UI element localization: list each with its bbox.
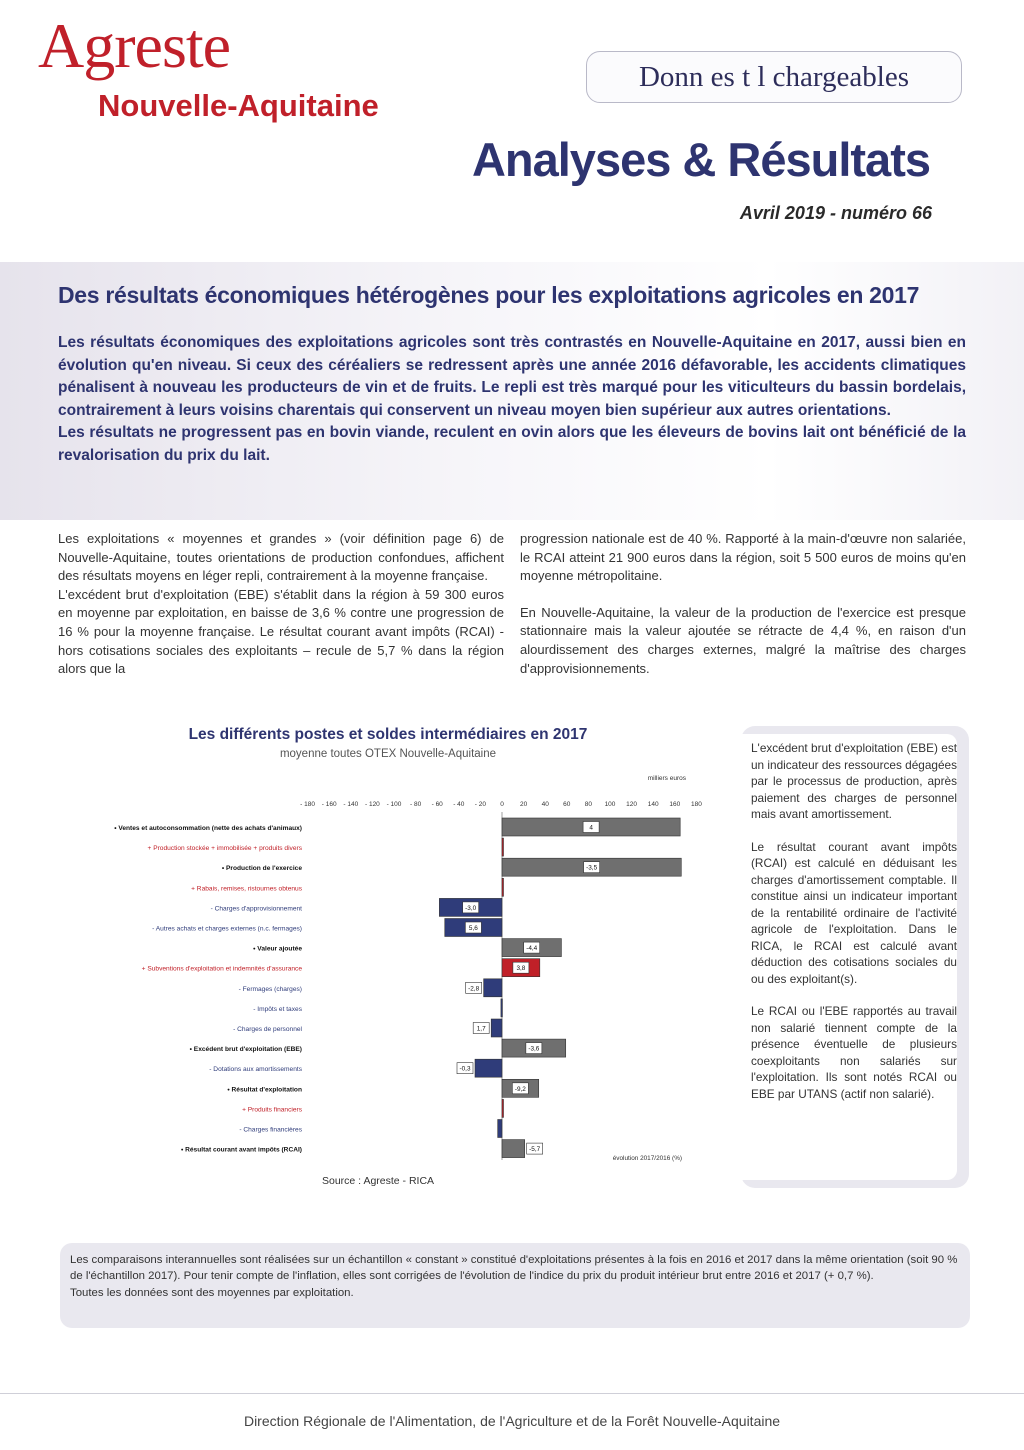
category-label: - Charges d'approvisionnement [210, 905, 302, 913]
category-label: + Rabais, remises, ristournes obtenus [191, 885, 302, 893]
x-tick-label: 0 [500, 801, 504, 808]
x-tick-label: - 40 [453, 801, 465, 808]
footer-divider [0, 1393, 1024, 1394]
evolution-label: 5,6 [468, 925, 478, 932]
page-title: Des résultats économiques hétérogènes pour les exploitations agricoles en 2017 [58, 282, 920, 308]
chart-subtitle: moyenne toutes OTEX Nouvelle-Aquitaine [279, 748, 497, 760]
note-paragraph: Les comparaisons interannuelles sont réalisées sur un échantillon « constant » constitué d'exploitations présentes à la fois en 2016 et 2017 dans la même orientation (soit 90 % de l'échantillon 2017). Pour tenir compte de l'inflation, elles sont corrigées de l'évolution de l'indice du prix du produit intérieur brut entre 2016 et 2017 (+ 0,7 %). [70, 1254, 958, 1283]
category-label: • Ventes et autoconsommation (nette des achats d'animaux) [114, 825, 302, 832]
x-tick-label: - 180 [300, 801, 316, 808]
category-label: • Valeur ajoutée [253, 945, 302, 953]
bar [502, 838, 504, 856]
lead-paragraph-2: Les résultats ne progressent pas en bovin viande, reculent en ovin alors que les éleveurs de bovins lait ont bénéficié de la revalorisation du prix du lait. [58, 424, 966, 464]
x-tick-label: - 160 [321, 801, 337, 808]
x-tick-label: 160 [669, 801, 681, 808]
category-label: + Produits financiers [242, 1106, 302, 1114]
evolution-label: -9,2 [514, 1085, 526, 1093]
x-tick-label: 40 [541, 801, 549, 808]
note-paragraph: Toutes les données sont des moyennes par exploitation. [70, 1286, 354, 1299]
issue-date: Avril 2019 - numéro 66 [739, 203, 932, 223]
downloadable-data-badge[interactable] [586, 51, 962, 103]
x-tick-label: - 60 [431, 801, 443, 808]
body-paragraph: En Nouvelle-Aquitaine, la valeur de la production de l'exercice est presque stationnaire mais la valeur ajoutée se rétracte de 4,4 %, en raison d'un alourdissement des charges externes, malgré la maîtrise des charges d'approvisionnements. [520, 604, 966, 676]
bar [501, 999, 503, 1017]
category-label: + Subventions d'exploitation et indemnités d'assurance [141, 965, 302, 973]
definitions-box [741, 726, 969, 1188]
evolution-label: 1,7 [476, 1025, 486, 1033]
evolution-label: -5,7 [529, 1146, 541, 1154]
bar [484, 979, 502, 997]
agreste-logo: Agreste [38, 10, 231, 81]
evolution-label: -2,8 [468, 985, 480, 993]
body-column-left [58, 530, 504, 697]
category-label: - Impôts et taxes [253, 1005, 302, 1013]
bar [475, 1059, 502, 1077]
body-paragraph: progression nationale est de 40 %. Rapporté à la main-d'œuvre non salariée, le RCAI atteint 21 900 euros dans la région, soit 5 500 euros de moins qu'en moyenne métropolitaine. [520, 531, 966, 584]
region-name: Nouvelle-Aquitaine [98, 88, 379, 123]
x-tick-label: 120 [626, 801, 638, 808]
body-paragraph: L'excédent brut d'exploitation (EBE) s'établit dans la région à 59 300 euros en moyenne par exploitation, en baisse de 3,6 % contre une progression de 16 % pour la moyenne française. Le résultat courant avant impôts (RCAI) - hors cotisations sociales des exploitants – recule de 5,7 % dans la région alors que la [58, 586, 504, 677]
definition-rcai: Le résultat courant avant impôts (RCAI) est calculé en déduisant les charges d'amortissement comptable. Il constitue ainsi un indicateur important de la rentabilité ordinaire de l'activité agricole de l'exploitation. Dans le RICA, le RCAI est calculé avant déduction des cotisations sociales du ou des exploitant(s). [751, 839, 957, 986]
x-tick-label: 60 [563, 801, 571, 808]
category-label: • Production de l'exercice [221, 865, 302, 873]
footer-organisation: Direction Régionale de l'Alimentation, de l'Agriculture et de la Forêt Nouvelle-Aquitaine [243, 1413, 781, 1429]
evolution-label: 3,8 [516, 965, 526, 973]
x-tick-label: 100 [604, 801, 616, 808]
chart-source: Source : Agreste - RICA [322, 1175, 435, 1187]
category-label: - Dotations aux amortissements [209, 1066, 302, 1074]
bar [491, 1019, 502, 1037]
bar [502, 1140, 525, 1158]
category-label: • Résultat courant avant impôts (RCAI) [180, 1146, 302, 1154]
evolution-label: -3,5 [586, 864, 598, 872]
category-label: - Autres achats et charges externes (n.c. fermages) [152, 925, 302, 933]
evolution-caption: évolution 2017/2016 (%) [612, 1155, 682, 1162]
badge-label: Donn es t l chargeables [638, 60, 910, 93]
waterfall-bar-chart [0, 760, 720, 1170]
category-label: • Résultat d'exploitation [227, 1086, 302, 1094]
x-tick-label: - 20 [474, 801, 487, 808]
x-tick-label: - 140 [343, 801, 359, 808]
x-tick-label: 20 [519, 801, 528, 808]
category-label: - Fermages (charges) [238, 985, 302, 993]
evolution-label: -3,0 [465, 904, 477, 912]
definition-ebe: L'excédent brut d'exploitation (EBE) est un indicateur des ressources dégagées par le processus de production, après paiement des charges de personnel mais avant amortissement. [751, 741, 957, 821]
bar [502, 878, 504, 896]
x-tick-label: - 120 [364, 801, 380, 808]
evolution-label: 4 [589, 824, 593, 832]
methodology-note [60, 1243, 970, 1328]
x-tick-label: 80 [584, 801, 593, 808]
series-title: Analyses & Résultats [471, 133, 930, 186]
body-paragraph: Les exploitations « moyennes et grandes » (voir définition page 6) de Nouvelle-Aquitaine, toutes orientations de production confondues, affichent des résultats moyens en léger repli, contrairement à la moyenne française. [58, 531, 504, 584]
evolution-label: -4,4 [526, 945, 538, 953]
bar [502, 1099, 504, 1117]
chart-title: Les différents postes et soldes intermédiaires en 2017 [188, 726, 588, 743]
x-tick-label: 140 [647, 801, 659, 808]
body-column-right [520, 530, 966, 696]
x-tick-label: - 80 [409, 801, 422, 808]
x-tick-label: 180 [690, 801, 702, 808]
evolution-label: -3,6 [528, 1045, 540, 1053]
category-label: - Charges de personnel [233, 1026, 302, 1033]
bar [498, 1120, 502, 1138]
category-label: + Production stockée + immobilisée + produits divers [147, 845, 302, 853]
x-tick-label: - 100 [386, 801, 402, 808]
chart-unit-label: milliers euros [647, 775, 686, 782]
lead-paragraph-1: Les résultats économiques des exploitations agricoles sont très contrastés en Nouvelle-Aquitaine en 2017, aussi bien en évolution qu'en niveau. Si ceux des céréaliers se redressent après une année 2016 défavorable, les accidents climatiques pénalisent à nouveau les producteurs de vin et de fruits. Le repli est très marqué pour les viticulteurs du bassin bordelais, contrairement à leurs voisins charentais qui conservent un niveau moyen bien supérieur aux autres orientations. [58, 334, 966, 419]
category-label: - Charges financières [239, 1126, 302, 1134]
lead-text [58, 332, 966, 468]
definition-utans: Le RCAI ou l'EBE rapportés au travail non salarié tiennent compte de la présence éventuelle de plusieurs coexploitants non salariés sur l'exploitation. Ils sont notés RCAI ou EBE par UTANS (actif non salarié). [751, 1004, 957, 1101]
evolution-label: -0,3 [459, 1065, 471, 1073]
category-label: • Excédent brut d'exploitation (EBE) [189, 1046, 302, 1054]
